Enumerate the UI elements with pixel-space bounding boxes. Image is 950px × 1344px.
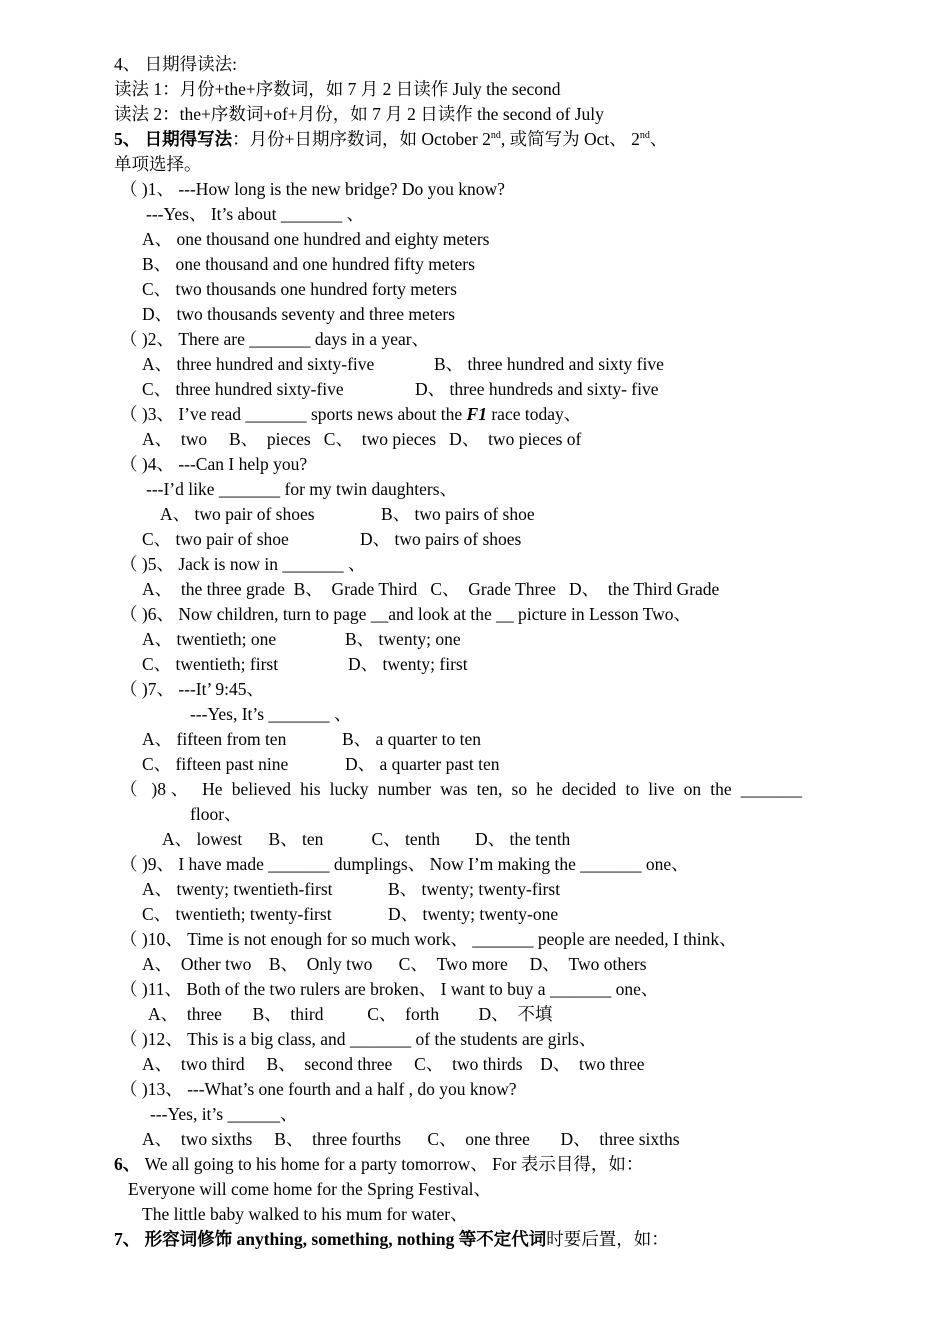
question-11-options: A、 three B、 third C、 forth D、 不填 [148, 1004, 553, 1024]
question-2-option-c: C、 three hundred sixty-five [142, 379, 344, 399]
question-9-option-c: C、 twentieth; twenty-first [142, 904, 332, 924]
question-8: （ )8、 He believed his lucky number was ten, so he decided to live on the _______ [120, 779, 802, 799]
question-5: （ )5、 Jack is now in _______ 、 [120, 554, 366, 574]
question-7-option-a: A、 fifteen from ten [142, 729, 287, 749]
question-1-option-b: B、 one thousand and one hundred fifty meters [142, 254, 475, 274]
superscript-nd-2: nd [639, 130, 650, 142]
section-7-line [114, 1227, 669, 1252]
question-4-reply: ---I’d like _______ for my twin daughters、 [146, 479, 458, 499]
question-1-reply: ---Yes、 It’s about _______ 、 [146, 204, 364, 224]
question-11: （ )11、 Both of the two rulers are broken、 I want to buy a _______ one、 [120, 979, 659, 999]
single-choice-heading: 单项选择。 [114, 154, 202, 174]
date-writing-text-a: 月份+日期序数词，如 October 2 [249, 129, 491, 149]
question-9-option-d: D、 twenty; twenty-one [388, 904, 559, 924]
question-6-option-b: B、 twenty; one [345, 629, 461, 649]
question-6-option-a: A、 twentieth; one [142, 629, 277, 649]
date-writing-text-c: 、 [649, 129, 668, 149]
question-13-reply: ---Yes, it’s ______、 [150, 1104, 298, 1124]
question-6: （ )6、 Now children, turn to page __and look at the __ picture in Lesson Two、 [120, 604, 691, 624]
section-4-title: 4、 日期得读法: [114, 54, 237, 74]
question-10-options: A、 Other two B、 Only two C、 Two more D、 Two others [142, 954, 647, 974]
question-9: （ )9、 I have made _______ dumplings、 Now I’m making the _______ one、 [120, 854, 689, 874]
question-3-f1: F1 [466, 404, 487, 424]
question-7-option-d: D、 a quarter past ten [345, 754, 500, 774]
question-1-option-d: D、 two thousands seventy and three meters [142, 304, 455, 324]
section-6-text: We all going to his home for a party tomorrow、 For 表示目得，如： [140, 1154, 644, 1174]
section-5-line [114, 127, 667, 152]
question-12-options: A、 two third B、 second three C、 two thirds D、 two three [142, 1054, 645, 1074]
question-4-option-b: B、 two pairs of shoe [381, 504, 535, 524]
question-4-option-c: C、 two pair of shoe [142, 529, 289, 549]
date-writing-text-b: , 或简写为 Oct、 2 [500, 129, 640, 149]
question-1-option-a: A、 one thousand one hundred and eighty meters [142, 229, 490, 249]
question-6-option-d: D、 twenty; first [348, 654, 468, 674]
question-6-option-c: C、 twentieth; first [142, 654, 279, 674]
question-7-option-b: B、 a quarter to ten [342, 729, 481, 749]
question-12: （ )12、 This is a big class, and _______ of the students are girls、 [120, 1029, 597, 1049]
section-7-title: 7、 形容词修饰 anything, something, nothing 等不定代词 [114, 1229, 547, 1249]
superscript-nd-1: nd [490, 130, 501, 142]
question-7-reply: ---Yes, It’s _______ 、 [190, 704, 352, 724]
question-7-option-c: C、 fifteen past nine [142, 754, 289, 774]
question-3 [120, 402, 581, 427]
question-4: （ )4、 ---Can I help you? [120, 454, 308, 474]
section-6-number: 6、 [114, 1154, 141, 1174]
question-10: （ )10、 Time is not enough for so much work、 _______ people are needed, I think、 [120, 929, 737, 949]
question-3-options: A、 two B、 pieces C、 two pieces D、 two pieces of [142, 429, 582, 449]
section-7-rest: 时要后置，如： [546, 1229, 669, 1249]
question-4-option-a: A、 two pair of shoes [160, 504, 315, 524]
question-7: （ )7、 ---It’ 9:45、 [120, 679, 265, 699]
question-2-option-b: B、 three hundred and sixty five [434, 354, 664, 374]
question-3-text-b: race today、 [486, 404, 582, 424]
question-2-option-d: D、 three hundreds and sixty- five [415, 379, 659, 399]
question-9-option-a: A、 twenty; twentieth-first [142, 879, 333, 899]
section-6-example-2: The little baby walked to his mum for water、 [142, 1204, 468, 1224]
question-1: （ )1、 ---How long is the new bridge? Do you know? [120, 179, 505, 199]
section-5-title: 5、 日期得写法 [114, 129, 233, 149]
question-1-option-c: C、 two thousands one hundred forty meters [142, 279, 457, 299]
question-5-options: A、 the three grade B、 Grade Third C、 Grade Three D、 the Third Grade [142, 579, 720, 599]
question-2-option-a: A、 three hundred and sixty-five [142, 354, 375, 374]
reading-method-1: 读法 1：月份+the+序数词，如 7 月 2 日读作 July the second [114, 79, 561, 99]
question-13-options: A、 two sixths B、 three fourths C、 one three D、 three sixths [142, 1129, 680, 1149]
section-6-line [114, 1152, 643, 1177]
question-8-continued: floor、 [190, 804, 242, 824]
question-9-option-b: B、 twenty; twenty-first [388, 879, 561, 899]
question-13: （ )13、 ---What’s one fourth and a half , do you know? [120, 1079, 517, 1099]
reading-method-2: 读法 2：the+序数词+of+月份，如 7 月 2 日读作 the second of July [114, 104, 604, 124]
question-4-option-d: D、 two pairs of shoes [360, 529, 522, 549]
question-2: （ )2、 There are _______ days in a year、 [120, 329, 430, 349]
question-8-options: A、 lowest B、 ten C、 tenth D、 the tenth [162, 829, 571, 849]
section-5-colon: ： [232, 129, 250, 149]
question-3-text-a: （ )3、 I’ve read _______ sports news about the [120, 404, 467, 424]
section-6-example-1: Everyone will come home for the Spring Festival、 [128, 1179, 492, 1199]
